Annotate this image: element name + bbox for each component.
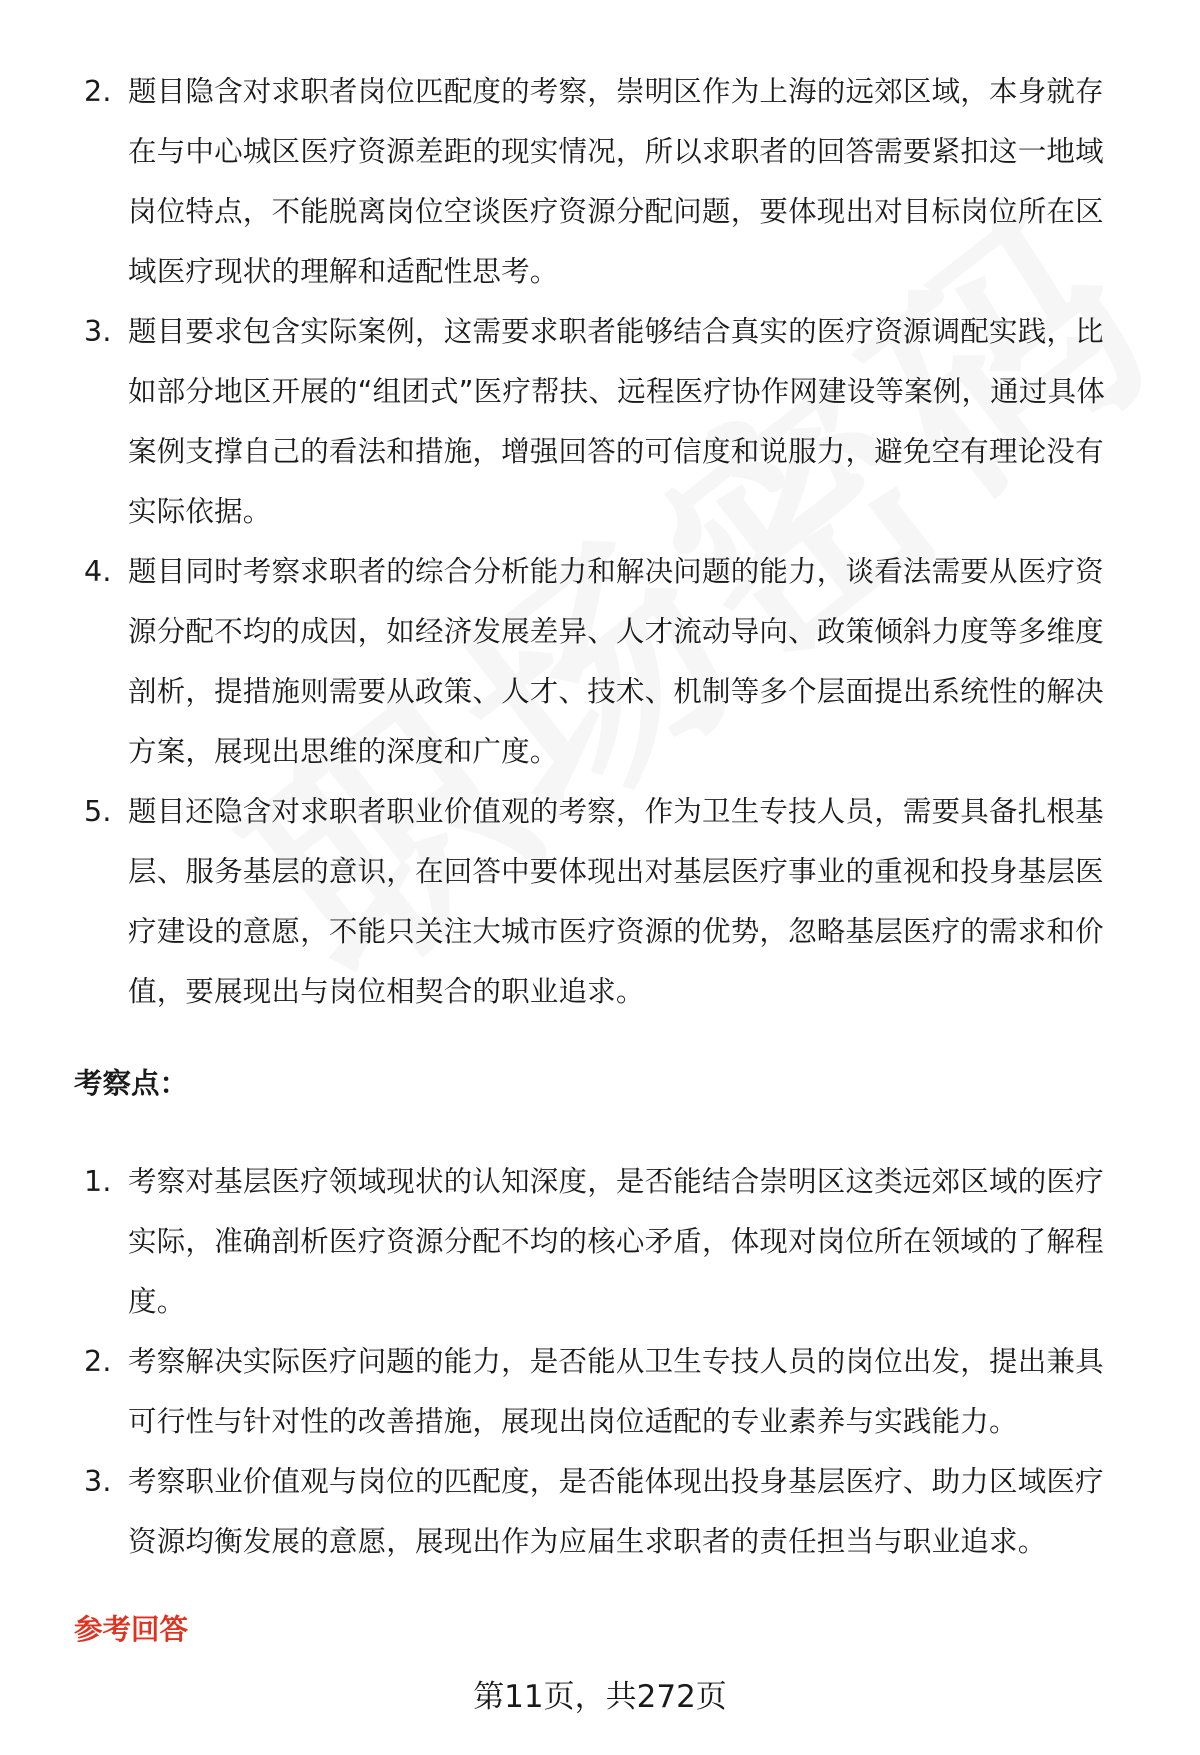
item-text: 考察解决实际医疗问题的能力，是否能从卫生专技人员的岗位出发，提出兼具可行性与针对性的改善措施，展现出岗位适配的专业素养与实践能力。	[128, 1345, 1104, 1438]
page-footer: 第11页，共272页	[473, 1679, 727, 1715]
answer-heading: 参考回答	[74, 1613, 189, 1646]
item-number: 4.	[84, 555, 112, 588]
item-text: 题目要求包含实际案例，这需要求职者能够结合真实的医疗资源调配实践，比如部分地区开展的“组团式”医疗帮扶、远程医疗协作网建设等案例，通过具体案例支撑自己的看法和措施，增强回答的可信度和说服力，避免空有理论没有实际依据。	[128, 315, 1106, 528]
item-text: 考察职业价值观与岗位的匹配度，是否能体现出投身基层医疗、助力区域医疗资源均衡发展的意愿，展现出作为应届生求职者的责任担当与职业追求。	[128, 1465, 1104, 1558]
analysis-item-4	[0, 542, 1200, 782]
item-text: 题目隐含对求职者岗位匹配度的考察，崇明区作为上海的远郊区域，本身就存在与中心城区医疗资源差距的现实情况，所以求职者的回答需要紧扣这一地域岗位特点，不能脱离岗位空谈医疗资源分配问题，要体现出对目标岗位所在区域医疗现状的理解和适配性思考。	[128, 75, 1104, 288]
item-number: 3.	[84, 1465, 112, 1498]
point-item-2	[0, 1332, 1200, 1452]
item-text: 题目同时考察求职者的综合分析能力和解决问题的能力，谈看法需要从医疗资源分配不均的成因，如经济发展差异、人才流动导向、政策倾斜力度等多维度剖析，提措施则需要从政策、人才、技术、机制等多个层面提出系统性的解决方案，展现出思维的深度和广度。	[128, 555, 1104, 768]
point-item-1	[0, 1152, 1200, 1332]
item-number: 5.	[84, 795, 112, 828]
item-number: 2.	[84, 75, 112, 108]
points-heading: 考察点：	[74, 1067, 189, 1100]
item-text: 题目还隐含对求职者职业价值观的考察，作为卫生专技人员，需要具备扎根基层、服务基层的意识，在回答中要体现出对基层医疗事业的重视和投身基层医疗建设的意愿，不能只关注大城市医疗资源的优势，忽略基层医疗的需求和价值，要展现出与岗位相契合的职业追求。	[128, 795, 1104, 1008]
item-number: 2.	[84, 1345, 112, 1378]
analysis-list	[0, 62, 1200, 1022]
item-number: 1.	[84, 1165, 112, 1198]
analysis-item-5	[0, 782, 1200, 1022]
analysis-item-2	[0, 62, 1200, 302]
points-list	[0, 1152, 1200, 1572]
item-number: 3.	[84, 315, 112, 348]
analysis-item-3	[0, 302, 1200, 542]
item-text: 考察对基层医疗领域现状的认知深度，是否能结合崇明区这类远郊区域的医疗实际，准确剖析医疗资源分配不均的核心矛盾，体现对岗位所在领域的了解程度。	[128, 1165, 1104, 1318]
point-item-3	[0, 1452, 1200, 1572]
